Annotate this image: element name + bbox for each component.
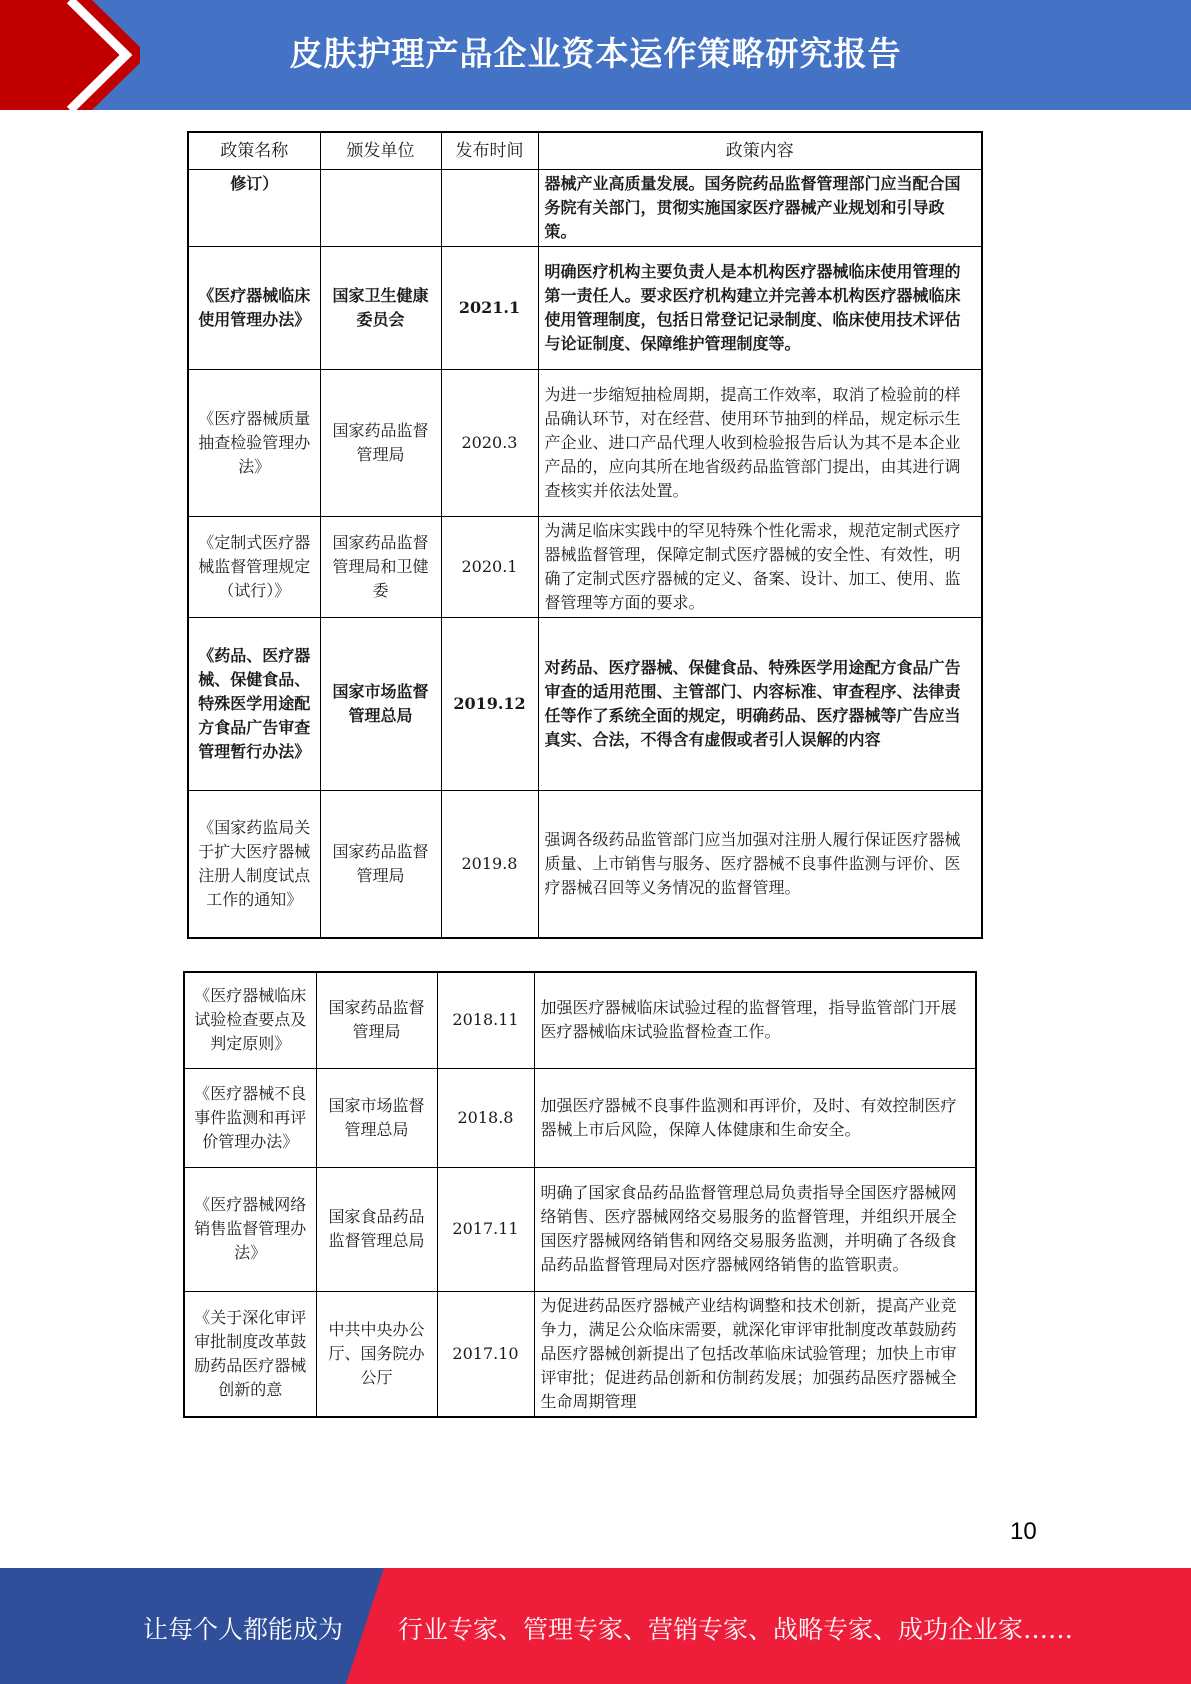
footer-slogan-left: 让每个人都能成为 bbox=[143, 1615, 344, 1644]
table-row bbox=[188, 246, 982, 369]
policy-issuer: 国家药品监督管理局和卫健委 bbox=[320, 516, 441, 617]
policy-content: 强调各级药品监管部门应当加强对注册人履行保证医疗器械质量、上市销售与服务、医疗器械不良事件监测与评价、医疗器械召回等义务情况的监督管理。 bbox=[538, 790, 982, 938]
table-row bbox=[188, 790, 982, 938]
col-header-content: 政策内容 bbox=[538, 132, 982, 169]
policy-table-2 bbox=[183, 971, 977, 1418]
policy-date bbox=[441, 169, 538, 246]
policy-date: 2017.11 bbox=[437, 1167, 534, 1291]
policy-issuer bbox=[320, 169, 441, 246]
policy-date: 2018.11 bbox=[437, 972, 534, 1068]
policy-issuer: 国家药品监督管理局 bbox=[320, 369, 441, 516]
policy-issuer: 国家市场监督管理总局 bbox=[320, 617, 441, 790]
table-row bbox=[184, 1167, 976, 1291]
footer-slogan-right: 行业专家、管理专家、营销专家、战略专家、成功企业家…… bbox=[398, 1615, 1074, 1644]
policy-content: 为进一步缩短抽检周期，提高工作效率，取消了检验前的样品确认环节，对在经营、使用环节抽到的样品，规定标示生产企业、进口产品代理人收到检验报告后认为其不是本企业产品的，应向其所在地省级药品监管部门提出，由其进行调查核实并依法处置。 bbox=[538, 369, 982, 516]
table-row bbox=[184, 972, 976, 1068]
policy-name: 《医疗器械不良事件监测和再评价管理办法》 bbox=[184, 1068, 316, 1167]
policy-date: 2018.8 bbox=[437, 1068, 534, 1167]
policy-content: 明确了国家食品药品监督管理总局负责指导全国医疗器械网络销售、医疗器械网络交易服务的监督管理，并组织开展全国医疗器械网络销售和网络交易服务监测，并明确了各级食品药品监督管理局对医疗器械网络销售的监管职责。 bbox=[534, 1167, 976, 1291]
policy-name: 《医疗器械质量抽查检验管理办法》 bbox=[188, 369, 320, 516]
policy-name: 修订） bbox=[188, 169, 320, 246]
policy-issuer: 国家食品药品监督管理总局 bbox=[316, 1167, 437, 1291]
policy-content: 对药品、医疗器械、保健食品、特殊医学用途配方食品广告审查的适用范围、主管部门、内容标准、审查程序、法律责任等作了系统全面的规定，明确药品、医疗器械等广告应当真实、合法，不得含有虚假或者引人误解的内容 bbox=[538, 617, 982, 790]
table-row bbox=[184, 1291, 976, 1417]
policy-date: 2020.3 bbox=[441, 369, 538, 516]
policy-name: 《医疗器械临床试验检查要点及判定原则》 bbox=[184, 972, 316, 1068]
page-number: 10 bbox=[1010, 1518, 1037, 1545]
policy-date: 2021.1 bbox=[441, 246, 538, 369]
page-header bbox=[0, 0, 1191, 110]
policy-issuer: 国家卫生健康委员会 bbox=[320, 246, 441, 369]
policy-content: 器械产业高质量发展。国务院药品监督管理部门应当配合国务院有关部门，贯彻实施国家医疗器械产业规划和引导政策。 bbox=[538, 169, 982, 246]
policy-name: 《药品、医疗器械、保健食品、特殊医学用途配方食品广告审查管理暂行办法》 bbox=[188, 617, 320, 790]
policy-name: 《医疗器械临床使用管理办法》 bbox=[188, 246, 320, 369]
policy-content: 明确医疗机构主要负责人是本机构医疗器械临床使用管理的第一责任人。要求医疗机构建立并完善本机构医疗器械临床使用管理制度，包括日常登记记录制度、临床使用技术评估与论证制度、保障维护管理制度等。 bbox=[538, 246, 982, 369]
policy-date: 2020.1 bbox=[441, 516, 538, 617]
policy-name: 《国家药监局关于扩大医疗器械注册人制度试点工作的通知》 bbox=[188, 790, 320, 938]
table-row bbox=[188, 369, 982, 516]
policy-content: 加强医疗器械临床试验过程的监督管理，指导监管部门开展医疗器械临床试验监督检查工作。 bbox=[534, 972, 976, 1068]
report-title: 皮肤护理产品企业资本运作策略研究报告 bbox=[289, 34, 902, 73]
table-row bbox=[188, 516, 982, 617]
policy-issuer: 国家市场监督管理总局 bbox=[316, 1068, 437, 1167]
policy-issuer: 国家药品监督管理局 bbox=[320, 790, 441, 938]
policy-date: 2019.12 bbox=[441, 617, 538, 790]
policy-date: 2019.8 bbox=[441, 790, 538, 938]
policy-name: 《关于深化审评审批制度改革鼓励药品医疗器械创新的意 bbox=[184, 1291, 316, 1417]
table-row bbox=[184, 1068, 976, 1167]
table-header-row bbox=[188, 132, 982, 169]
policy-content: 加强医疗器械不良事件监测和再评价，及时、有效控制医疗器械上市后风险，保障人体健康和生命安全。 bbox=[534, 1068, 976, 1167]
policy-content: 为促进药品医疗器械产业结构调整和技术创新，提高产业竞争力，满足公众临床需要，就深化审评审批制度改革鼓励药品医疗器械创新提出了包括改革临床试验管理；加快上市审评审批；促进药品创新和仿制药发展；加强药品医疗器械全生命周期管理 bbox=[534, 1291, 976, 1417]
policy-issuer: 中共中央办公厅、国务院办公厅 bbox=[316, 1291, 437, 1417]
col-header-date: 发布时间 bbox=[441, 132, 538, 169]
policy-table-1 bbox=[187, 131, 983, 939]
policy-content: 为满足临床实践中的罕见特殊个性化需求，规范定制式医疗器械监督管理，保障定制式医疗器械的安全性、有效性，明确了定制式医疗器械的定义、备案、设计、加工、使用、监督管理等方面的要求。 bbox=[538, 516, 982, 617]
policy-issuer: 国家药品监督管理局 bbox=[316, 972, 437, 1068]
col-header-name: 政策名称 bbox=[188, 132, 320, 169]
col-header-issuer: 颁发单位 bbox=[320, 132, 441, 169]
policy-name: 《医疗器械网络销售监督管理办法》 bbox=[184, 1167, 316, 1291]
policy-name: 《定制式医疗器械监督管理规定（试行）》 bbox=[188, 516, 320, 617]
table-row bbox=[188, 617, 982, 790]
policy-date: 2017.10 bbox=[437, 1291, 534, 1417]
table-row bbox=[188, 169, 982, 246]
